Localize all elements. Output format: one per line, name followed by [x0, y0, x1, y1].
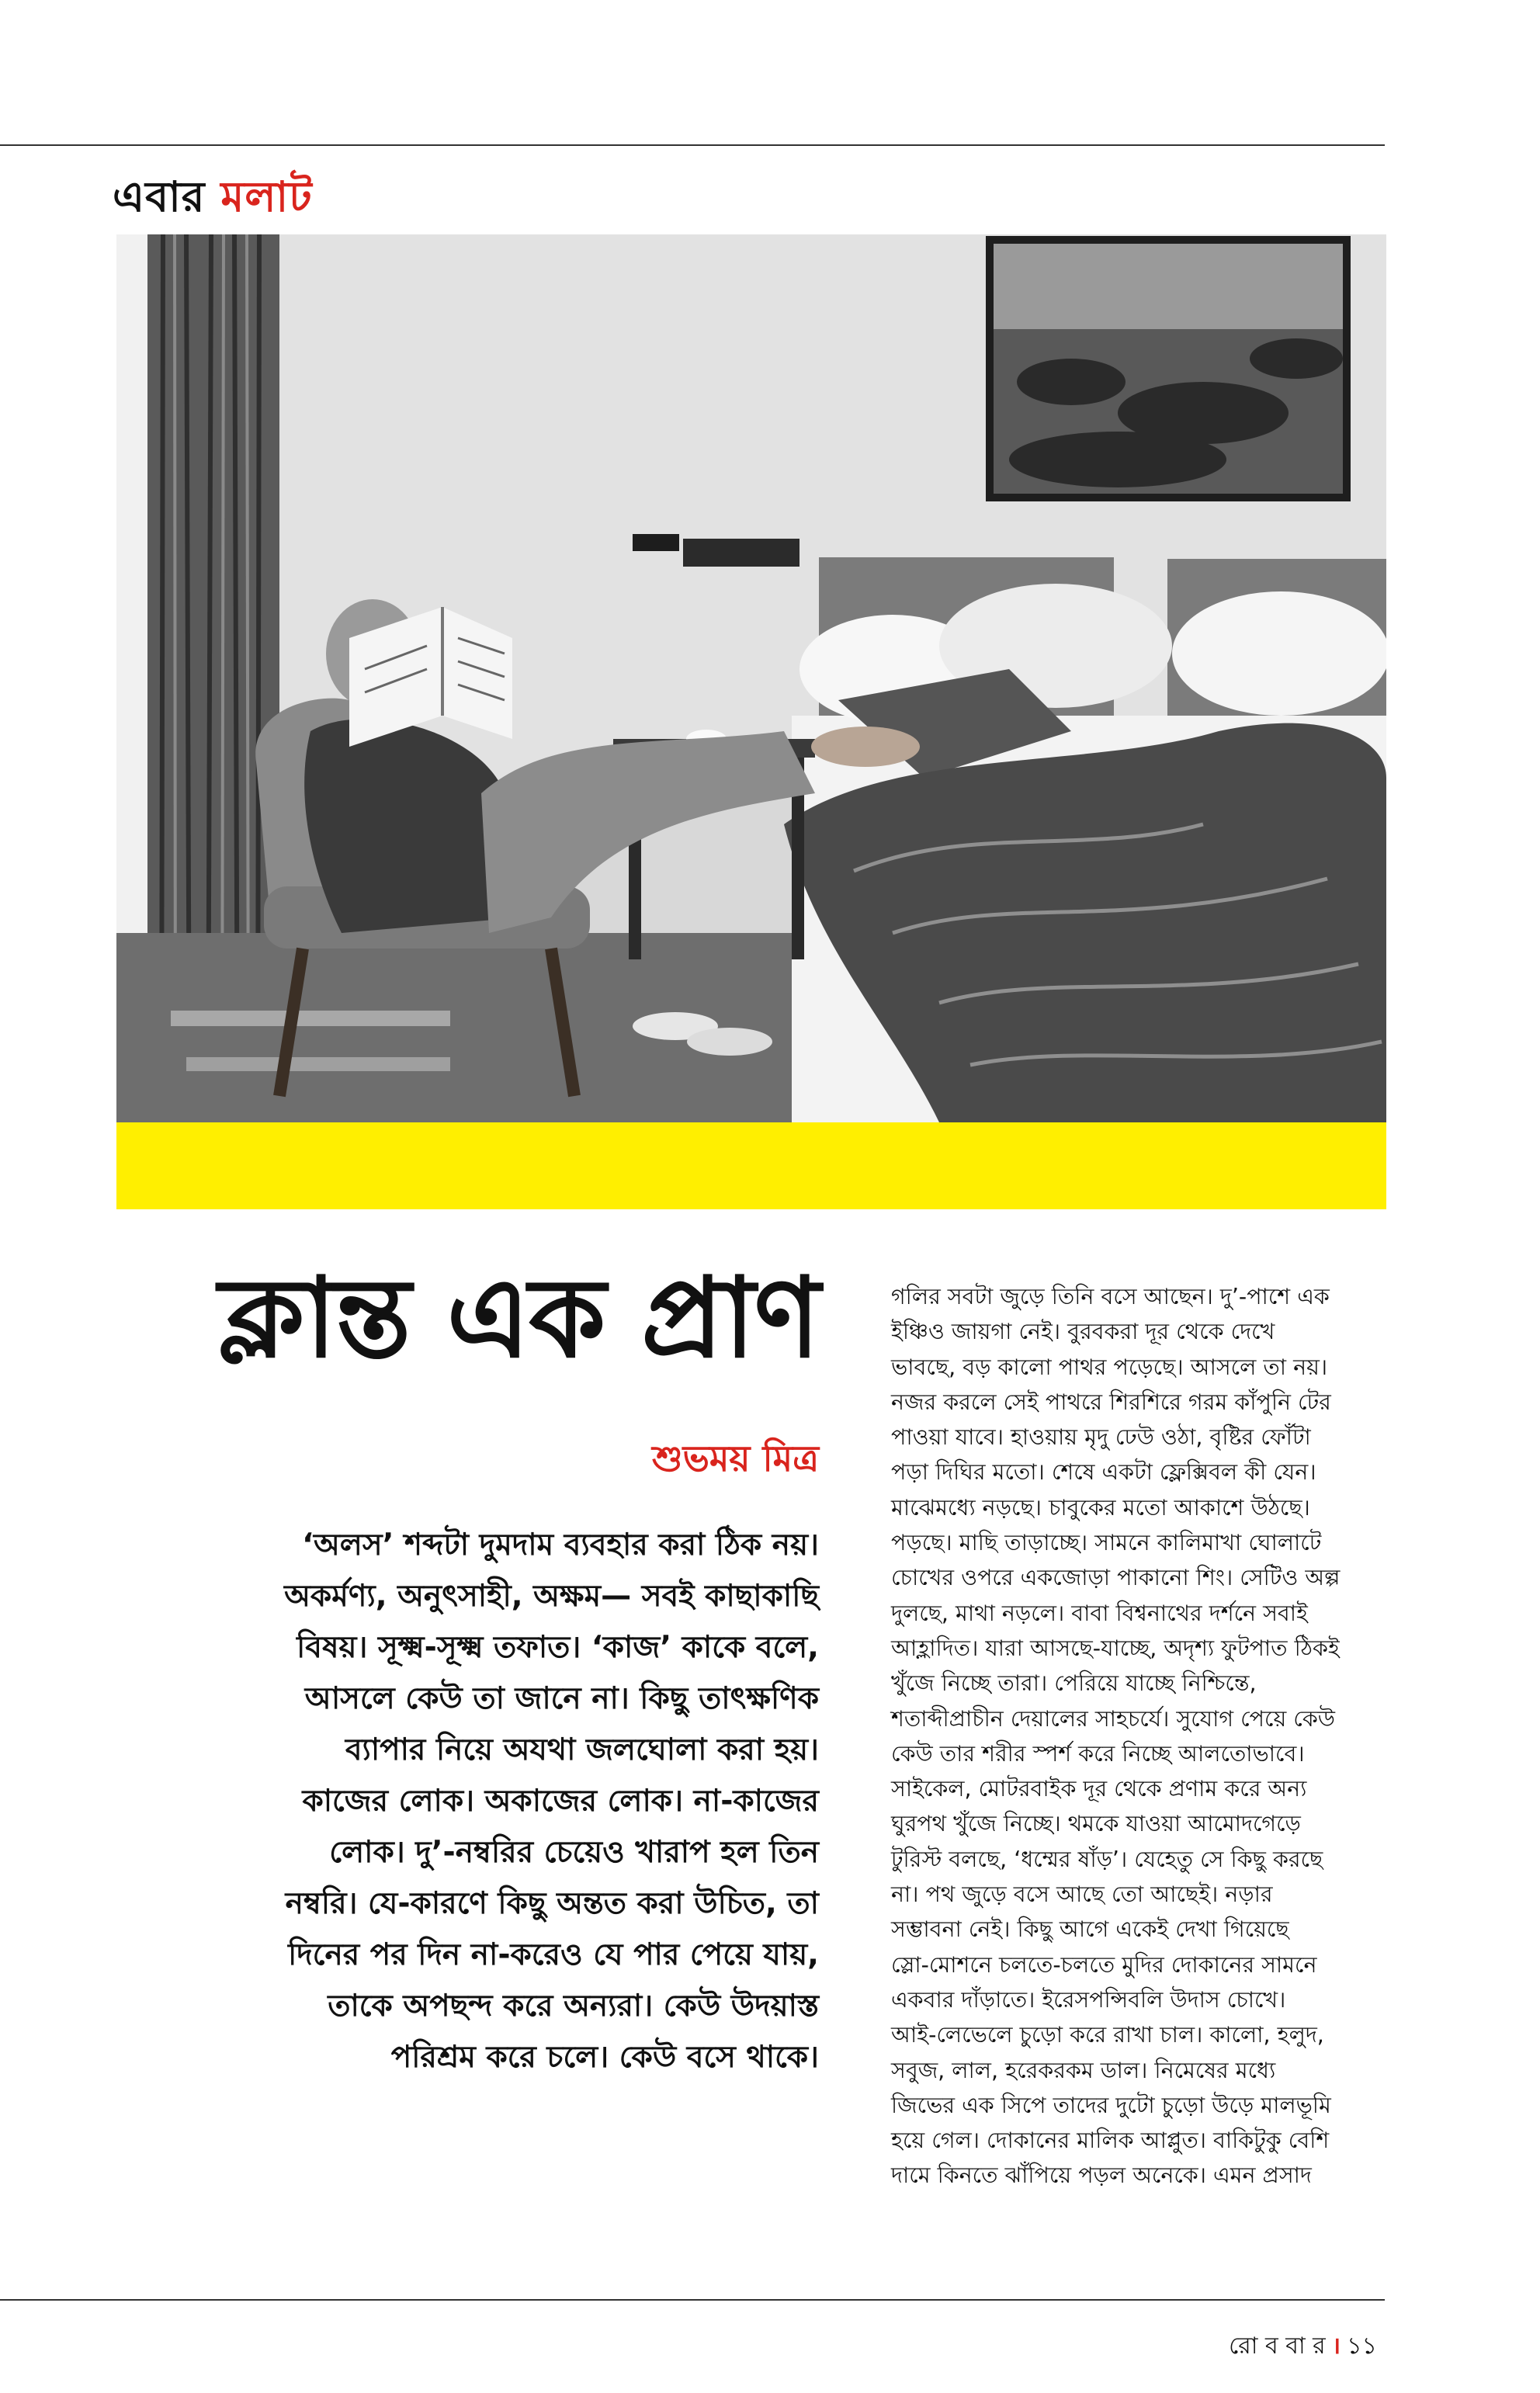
body-line: টুরিস্ট বলছে, ‘ধম্মের ষাঁড়’। যেহেতু সে কিছু করছে [891, 1846, 1323, 1872]
article-lede [144, 1520, 819, 2083]
lede-line: দিনের পর দিন না-করেও যে পার পেয়ে যায়, [288, 1937, 819, 1972]
body-line: শতাব্দীপ্রাচীন দেয়ালের সাহচর্যে। সুযোগ পেয়ে কেউ [891, 1705, 1336, 1732]
body-line: সবুজ, লাল, হরেকরকম ডাল। নিমেষের মধ্যে [891, 2057, 1276, 2083]
body-line: পড়া দিঘির মতো। শেষে একটা ফ্লেক্সিবল কী যেন। [891, 1459, 1316, 1486]
article-body-column [891, 1279, 1388, 2194]
body-line: নজর করলে সেই পাথরে শিরশিরে গরম কাঁপুনি টের [891, 1389, 1331, 1415]
article-byline: শুভময় মিত্র [651, 1438, 819, 1479]
body-line: একবার দাঁড়াতে। ইরেসপন্সিবলি উদাস চোখে। [891, 1986, 1286, 2013]
page-footer [1229, 2327, 1377, 2367]
lede-line: নম্বরি। যে-কারণে কিছু অন্তত করা উচিত, তা [285, 1886, 819, 1921]
yellow-band [116, 1122, 1386, 1209]
section-label [113, 165, 313, 234]
footer-separator: । [1331, 2332, 1341, 2360]
body-line: দুলছে, মাথা নড়লে। বাবা বিশ্বনাথের দর্শনে সবাই [891, 1600, 1308, 1626]
lede-line: কাজের লোক। অকাজের লোক। না-কাজের [302, 1784, 819, 1819]
body-line: চোখের ওপরে একজোড়া পাকানো শিং। সেটিও অল্প [891, 1565, 1341, 1591]
article-headline: ক্লান্ত এক প্রাণ [218, 1254, 819, 1382]
lede-line: লোক। দু’-নম্বরির চেয়েও খারাপ হল তিন [329, 1835, 819, 1870]
body-line: খুঁজে নিচ্ছে তারা। পেরিয়ে যাচ্ছে নিশ্চিন্তে, [891, 1670, 1257, 1697]
body-line: সাইকেল, মোটরবাইক দূর থেকে প্রণাম করে অন্য [891, 1776, 1307, 1802]
lede-line: পরিশ্রম করে চলে। কেউ বসে থাকে। [390, 2040, 819, 2075]
bedroom-reading-illustration [116, 234, 1386, 1122]
body-line: আহ্লাদিত। যারা আসছে-যাচ্ছে, অদৃশ্য ফুটপাত ঠিকই [891, 1635, 1340, 1661]
body-line: মাঝেমধ্যে নড়ছে। চাবুকের মতো আকাশে উঠছে। [891, 1494, 1310, 1521]
body-line: দামে কিনতে ঝাঁপিয়ে পড়ল অনেকে। এমন প্রসাদ [891, 2162, 1312, 2189]
body-line: ইঞ্চিও জায়গা নেই। বুরবকরা দূর থেকে দেখে [891, 1319, 1275, 1345]
cover-photo [116, 234, 1386, 1122]
lede-line: ‘অলস’ শব্দটা দুমদাম ব্যবহার করা ঠিক নয়। [302, 1528, 819, 1562]
lede-line: তাকে অপছন্দ করে অন্যরা। কেউ উদয়াস্ত [328, 1989, 819, 2024]
body-line: গলির সবটা জুড়ে তিনি বসে আছেন। দু’-পাশে এক [891, 1284, 1330, 1309]
section-label-lead: এবার [113, 172, 206, 221]
body-line: ভাবছে, বড় কালো পাথর পড়েছে। আসলে তা নয়। [891, 1354, 1328, 1380]
section-label-accent: মলাট [220, 172, 313, 221]
top-rule [0, 144, 1385, 146]
body-line: হয়ে গেল। দোকানের মালিক আপ্লুত। বাকিটুকু বেশি [891, 2128, 1330, 2154]
magazine-name: রো ব বা র [1229, 2332, 1326, 2360]
body-line: ঘুরপথ খুঁজে নিচ্ছে। থমকে যাওয়া আমোদগেড়ে [891, 1811, 1301, 1837]
bottom-rule [0, 2299, 1385, 2301]
lede-line: আসলে কেউ তা জানে না। কিছু তাৎক্ষণিক [304, 1681, 819, 1716]
body-line: আই-লেভেলে চুড়ো করে রাখা চাল। কালো, হলুদ, [891, 2022, 1324, 2048]
body-line: পাওয়া যাবে। হাওয়ায় মৃদু ঢেউ ওঠা, বৃষ্টির ফোঁটা [891, 1424, 1311, 1451]
body-line: স্লো-মোশনে চলতে-চলতে মুদির দোকানের সামনে [891, 1951, 1317, 1978]
body-line: না। পথ জুড়ে বসে আছে তো আছেই। নড়ার [891, 1881, 1273, 1908]
lede-line: ব্যাপার নিয়ে অযথা জলঘোলা করা হয়। [345, 1732, 819, 1767]
body-line: সম্ভাবনা নেই। কিছু আগে একেই দেখা গিয়েছে [891, 1916, 1289, 1943]
lede-line: অকর্মণ্য, অনুৎসাহী, অক্ষম— সবই কাছাকাছি [284, 1579, 819, 1614]
page-number: ১১ [1347, 2332, 1377, 2360]
body-line: পড়ছে। মাছি তাড়াচ্ছে। সামনে কালিমাখা ঘোলাটে [891, 1530, 1322, 1556]
body-line: জিভের এক সিপে তাদের দুটো চুড়ো উড়ে মালভূমি [891, 2092, 1331, 2118]
lede-line: বিষয়। সূক্ষ্ম-সূক্ষ্ম তফাত। ‘কাজ’ কাকে বলে, [297, 1630, 819, 1665]
body-line: কেউ তার শরীর স্পর্শ করে নিচ্ছে আলতোভাবে। [891, 1740, 1305, 1767]
